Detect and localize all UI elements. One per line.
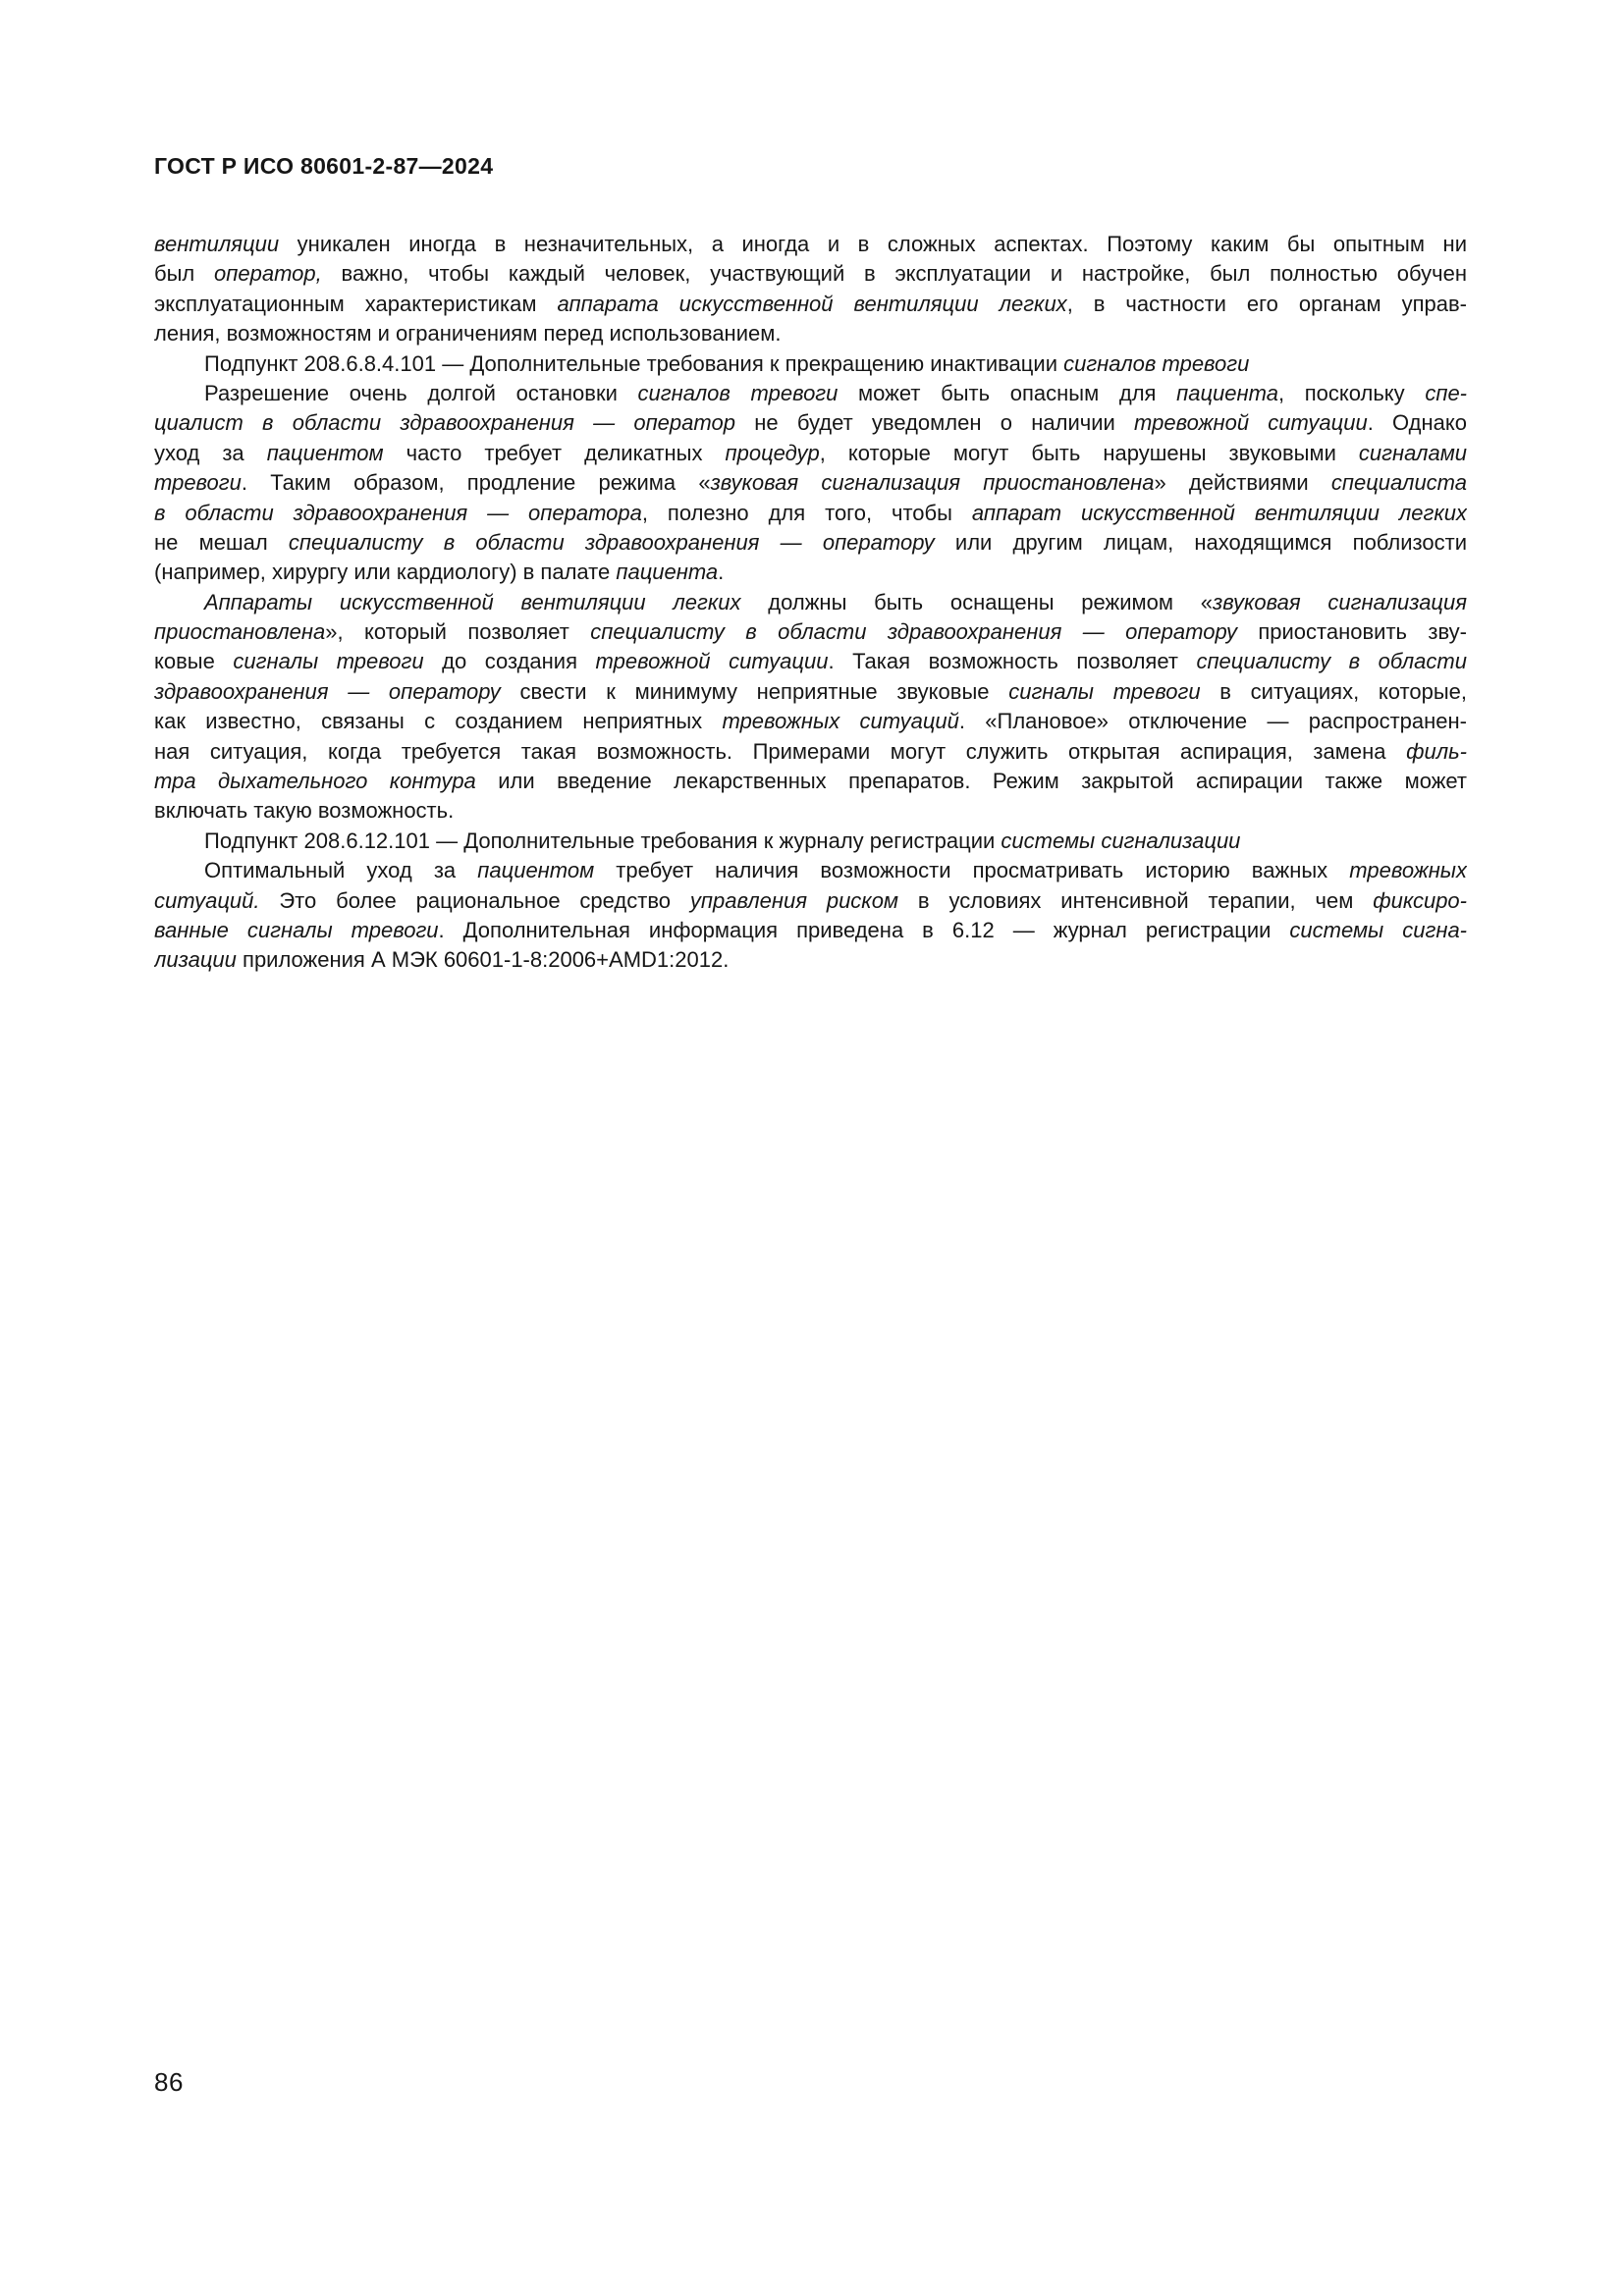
italic-text-run: специалисту в области <box>1196 649 1467 674</box>
italic-text-run: тревожных <box>1349 858 1467 883</box>
text-run: уникален иногда в незначительных, а иногда и в сложных аспектах. Поэтому каким бы опытным ни <box>279 232 1467 256</box>
text-run: . Дополнительная информация приведена в 6.12 — журнал регистрации <box>438 917 1290 942</box>
text-run: часто требует деликатных <box>383 440 726 465</box>
text-line <box>154 319 1467 348</box>
italic-text-run: лизации <box>154 947 237 973</box>
italic-text-run: сигналов тревоги <box>637 380 839 405</box>
text-run: важно, чтобы каждый человек, участвующий в эксплуатации и настройке, был полностью обучен <box>321 261 1467 287</box>
italic-text-run: процедур <box>725 440 820 465</box>
text-line <box>154 349 1467 379</box>
document-body <box>154 230 1467 976</box>
text-line <box>154 230 1467 259</box>
text-line <box>154 588 1467 617</box>
italic-text-run: звуковая сигнализация <box>1213 589 1467 614</box>
text-run: (например, хирургу или кардиологу) в палате <box>154 560 617 585</box>
text-line <box>154 468 1467 498</box>
text-run: , поскольку <box>1277 380 1426 405</box>
text-run: ления, возможностям и ограничениям перед использованием. <box>154 321 782 347</box>
italic-text-run: тревожных ситуаций <box>722 709 959 734</box>
italic-text-run: ситуаций. <box>154 887 260 913</box>
italic-text-run: ванные сигналы тревоги <box>154 917 439 942</box>
italic-text-run: управления риском <box>689 887 899 913</box>
italic-text-run: специалиста <box>1330 470 1467 496</box>
text-line <box>154 379 1467 408</box>
italic-text-run: сигналов тревоги <box>1063 350 1250 376</box>
italic-text-run: сигналами <box>1358 440 1467 465</box>
italic-text-run: спе- <box>1425 380 1467 405</box>
text-run: ная ситуация, когда требуется такая возможность. Примерами могут служить открытая аспирация, замена <box>154 738 1407 764</box>
italic-text-run: Аппараты искусственной вентиляции легких <box>204 589 741 614</box>
text-line <box>154 617 1467 647</box>
italic-text-run: звуковая сигнализация приостановлена <box>710 470 1155 496</box>
italic-text-run: специалисту в области здравоохранения — оператору <box>590 619 1237 645</box>
text-run: был <box>154 261 215 287</box>
italic-text-run: циалист в области здравоохранения — оператор <box>154 410 735 436</box>
italic-text-run: тра дыхательного контура <box>154 769 476 794</box>
text-run: Разрешение очень долгой остановки <box>204 380 638 405</box>
italic-text-run: пациента <box>616 560 719 585</box>
text-run: в условиях интенсивной терапии, чем <box>898 887 1374 913</box>
italic-text-run: вентиляции <box>154 232 280 256</box>
text-line <box>154 677 1467 707</box>
text-run: Это более рациональное средство <box>259 887 690 913</box>
italic-text-run: оператор, <box>214 261 322 287</box>
italic-text-run: здравоохранения — оператору <box>154 678 501 704</box>
italic-text-run: сигналы тревоги <box>233 649 424 674</box>
italic-text-run: тревожной ситуации <box>595 649 829 674</box>
text-line <box>154 499 1467 528</box>
text-line <box>154 408 1467 438</box>
italic-text-run: фиксиро- <box>1373 887 1467 913</box>
text-run: или другим лицам, находящимся поблизости <box>934 529 1467 555</box>
italic-text-run: специалисту в области здравоохранения — оператору <box>288 529 935 555</box>
text-run: эксплуатационным характеристикам <box>154 291 558 316</box>
text-run: . «Плановое» отключение — распространен- <box>958 709 1467 734</box>
text-run: свести к минимуму неприятные звуковые <box>500 678 1009 704</box>
italic-text-run: тревоги <box>154 470 242 496</box>
text-run: или введение лекарственных препаратов. Режим закрытой аспирации также может <box>475 769 1467 794</box>
text-run: , полезно для того, чтобы <box>641 500 972 525</box>
italic-text-run: приостановлена <box>154 619 326 645</box>
text-run: , которые могут быть нарушены звуковыми <box>819 440 1359 465</box>
text-run: требует наличия возможности просматривать историю важных <box>594 858 1350 883</box>
text-run: в ситуациях, которые, <box>1200 678 1467 704</box>
text-line <box>154 558 1467 587</box>
text-run: не будет уведомлен о наличии <box>734 410 1135 436</box>
text-run: включать такую возможность. <box>154 798 455 824</box>
italic-text-run: сигналы тревоги <box>1008 678 1201 704</box>
text-run: должны быть оснащены режимом « <box>740 589 1214 614</box>
text-line <box>154 647 1467 676</box>
text-run: » действиями <box>1154 470 1331 496</box>
text-run: Оптимальный уход за <box>204 858 478 883</box>
text-run: », который позволяет <box>325 619 591 645</box>
text-run: . <box>718 560 725 585</box>
text-run: . Однако <box>1367 410 1467 436</box>
text-line <box>154 827 1467 856</box>
italic-text-run: филь- <box>1406 738 1467 764</box>
page-number: 86 <box>154 2067 184 2097</box>
text-line <box>154 259 1467 289</box>
italic-text-run: системы сигнализации <box>1001 828 1241 853</box>
italic-text-run: пациента <box>1176 380 1278 405</box>
text-run: , в частности его органам управ- <box>1066 291 1467 316</box>
text-line <box>154 916 1467 945</box>
text-line <box>154 737 1467 767</box>
italic-text-run: пациентом <box>266 440 384 465</box>
text-line <box>154 796 1467 826</box>
text-line <box>154 707 1467 736</box>
text-run: ковые <box>154 649 234 674</box>
text-line <box>154 439 1467 468</box>
italic-text-run: аппарата искусственной вентиляции легких <box>557 291 1067 316</box>
text-run: уход за <box>154 440 267 465</box>
text-run: . Такая возможность позволяет <box>828 649 1197 674</box>
text-run: как известно, связаны с созданием неприятных <box>154 709 723 734</box>
text-run: приостановить зву- <box>1236 619 1467 645</box>
text-line <box>154 856 1467 885</box>
text-line <box>154 945 1467 975</box>
text-run: Подпункт 208.6.12.101 — Дополнительные требования к журналу регистрации <box>204 828 1001 853</box>
text-run: приложения А МЭК 60601-1-8:2006+AMD1:2012. <box>236 947 730 973</box>
text-line <box>154 886 1467 916</box>
italic-text-run: аппарат искусственной вентиляции легких <box>971 500 1467 525</box>
text-line <box>154 767 1467 796</box>
text-line <box>154 528 1467 558</box>
text-run: не мешал <box>154 529 289 555</box>
text-run: до создания <box>423 649 596 674</box>
text-line <box>154 290 1467 319</box>
document-header-title: ГОСТ Р ИСО 80601-2-87—2024 <box>154 153 494 179</box>
italic-text-run: в области здравоохранения — оператора <box>154 500 642 525</box>
italic-text-run: пациентом <box>477 858 595 883</box>
text-run: . Таким образом, продление режима « <box>241 470 711 496</box>
italic-text-run: системы сигна- <box>1289 917 1467 942</box>
text-run: Подпункт 208.6.8.4.101 — Дополнительные требования к прекращению инактивации <box>204 350 1064 376</box>
text-run: может быть опасным для <box>838 380 1177 405</box>
italic-text-run: тревожной ситуации <box>1134 410 1368 436</box>
